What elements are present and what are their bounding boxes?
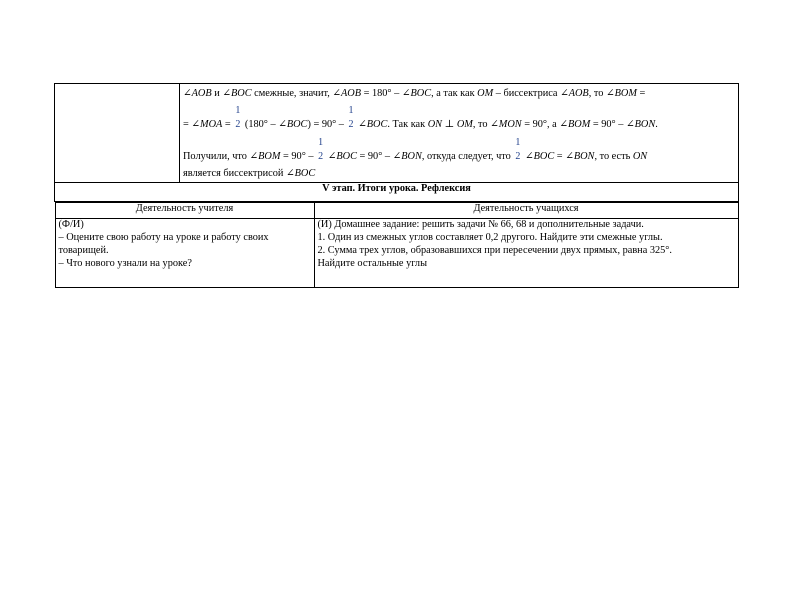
solution-cell bbox=[180, 84, 739, 183]
fraction-half: 1 2 bbox=[318, 137, 324, 162]
lesson-table bbox=[54, 83, 739, 288]
teacher-line: товарищей. bbox=[58, 244, 109, 256]
teacher-line: (Ф/И) bbox=[58, 219, 84, 230]
solution-line-1: ∠AOB и ∠BOC смежные, значит, ∠AOB = 180° – ∠BOC, а так как OM – биссектриса ∠AOB, то ∠BOM = bbox=[183, 88, 646, 99]
solution-line-2: = ∠MOA = 1 2 (180° – ∠BOC) = 90° – 1 2 ∠BOC. Так как ON ⊥ OM, то ∠MON = 90°, а ∠BOM = 90° – ∠BON. bbox=[183, 105, 658, 130]
solution-line-3: Получили, что ∠BOM = 90° – 1 2 ∠BOC = 90° – ∠BON, откуда следует, что 1 2 ∠BOC = ∠BON, то есть ON bbox=[183, 137, 648, 162]
col-header-students: Деятельность учащихся bbox=[314, 203, 738, 219]
student-line: 1. Один из смежных углов составляет 0,2 другого. Найдите эти смежные углы. bbox=[317, 231, 663, 243]
teacher-line: – Оцените свою работу на уроке и работу своих bbox=[58, 231, 269, 243]
student-line: (И) Домашнее задание: решить задачи № 66, 68 и дополнительные задачи. bbox=[317, 219, 644, 230]
fraction-half: 1 2 bbox=[348, 105, 354, 130]
teacher-line: – Что нового узнали на уроке? bbox=[58, 257, 192, 269]
solution-line-4: является биссектрисой ∠BOC bbox=[183, 168, 316, 179]
fraction-half: 1 2 bbox=[235, 105, 241, 130]
fraction-half: 1 2 bbox=[515, 137, 521, 162]
student-activity-cell bbox=[314, 219, 738, 288]
student-line: Найдите остальные углы bbox=[317, 257, 427, 269]
student-line: 2. Сумма трех углов, образовавшихся при пересечении двух прямых, равна 325°. bbox=[317, 244, 672, 256]
stage-title: V этап. Итоги урока. Рефлексия bbox=[55, 183, 739, 202]
teacher-activity-cell bbox=[55, 219, 314, 288]
empty-cell bbox=[55, 84, 180, 183]
col-header-teacher: Деятельность учителя bbox=[55, 203, 314, 219]
activity-subtable bbox=[55, 202, 739, 288]
